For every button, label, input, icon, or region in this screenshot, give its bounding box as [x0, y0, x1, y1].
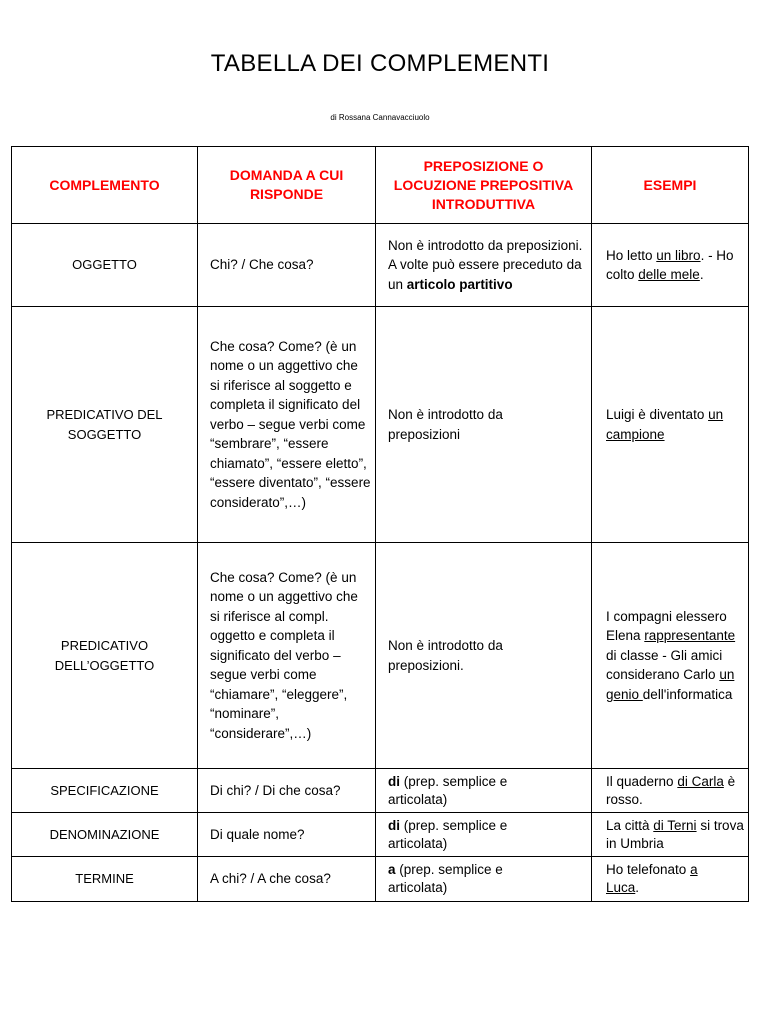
example-cell	[592, 224, 749, 307]
preposition-cell: Non è introdotto da preposizioni	[376, 307, 592, 543]
question-cell: Che cosa? Come? (è un nome o un aggettivo che si riferisce al compl. oggetto e completa il significato del verbo – segue verbi come “chiamare”, “eleggere”, “nominare”, “considerare”,…)	[198, 543, 376, 769]
question-cell: A chi? / A che cosa?	[198, 857, 376, 902]
example-cell	[592, 307, 749, 543]
table-row	[12, 769, 749, 813]
page-title: TABELLA DEI COMPLEMENTI	[210, 50, 550, 77]
example-text: La città	[606, 817, 654, 833]
example-cell	[592, 769, 749, 813]
table-row	[12, 857, 749, 902]
complement-name: TERMINE	[12, 857, 198, 902]
example-underlined: a Luca	[606, 862, 698, 895]
preposition-cell	[376, 224, 592, 307]
question-cell: Di chi? / Di che cosa?	[198, 769, 376, 813]
example-underlined: un campione	[606, 407, 724, 442]
author-line: di Rossana Cannavacciuolo	[330, 113, 430, 122]
example-underlined: di Terni	[653, 817, 697, 833]
table-row	[12, 813, 749, 857]
example-cell	[592, 543, 749, 769]
header-esempi: ESEMPI	[592, 147, 749, 224]
complement-name: PREDICATIVO DELL’OGGETTO	[12, 543, 198, 769]
example-text: .	[635, 880, 640, 895]
question-cell: Chi? / Che cosa?	[198, 224, 376, 307]
example-text: Ho telefonato	[606, 862, 691, 877]
example-text: di classe - Gli amici considerano Carlo	[606, 647, 723, 683]
header-domanda: DOMANDA A CUI RISPONDE	[198, 147, 376, 224]
complement-name: DENOMINAZIONE	[12, 813, 198, 857]
header-preposizione: PREPOSIZIONE O LOCUZIONE PREPOSITIVA INTRODUTTIVA	[376, 147, 592, 224]
preposition-text: (prep. semplice e articolata)	[388, 817, 508, 851]
complement-name: OGGETTO	[12, 224, 198, 307]
example-text: . - Ho colto	[606, 247, 734, 282]
preposition-cell	[376, 813, 592, 857]
preposition-bold: a	[388, 862, 396, 877]
example-text: Il quaderno	[606, 773, 678, 789]
table-row	[12, 543, 749, 769]
table-row	[12, 224, 749, 307]
complement-name: PREDICATIVO DEL SOGGETTO	[12, 307, 198, 543]
example-underlined: un libro	[656, 247, 701, 263]
example-text: .	[699, 267, 704, 282]
table-header-row	[12, 147, 749, 224]
question-cell: Che cosa? Come? (è un nome o un aggettivo che si riferisce al soggetto e completa il significato del verbo – segue verbi come “sembrare”, “essere chiamato”, “essere eletto”, “essere diventato”, “essere considerato”,…)	[198, 307, 376, 543]
preposition-bold: di	[388, 817, 400, 833]
example-underlined: di Carla	[677, 773, 724, 789]
preposition-text: (prep. semplice e articolata)	[388, 773, 508, 807]
preposition-text: (prep. semplice e articolata)	[388, 862, 503, 895]
example-underlined: rappresentante	[644, 628, 736, 644]
complement-name: SPECIFICAZIONE	[12, 769, 198, 813]
example-underlined: un genio	[606, 667, 735, 702]
preposition-cell	[376, 769, 592, 813]
preposition-cell: Non è introdotto da preposizioni.	[376, 543, 592, 769]
header-complemento: COMPLEMENTO	[12, 147, 198, 224]
example-cell	[592, 813, 749, 857]
example-cell	[592, 857, 749, 902]
example-text: I compagni elessero Elena	[606, 608, 727, 644]
preposition-bold: di	[388, 773, 400, 789]
example-text: Luigi è diventato	[606, 407, 709, 422]
complements-table	[11, 146, 749, 902]
example-text: è rosso.	[606, 773, 736, 807]
question-cell: Di quale nome?	[198, 813, 376, 857]
table-row	[12, 307, 749, 543]
example-text: si trova in Umbria	[606, 817, 744, 851]
preposition-text: Non è introdotto da preposizioni. A volte può essere preceduto da un	[388, 237, 583, 292]
preposition-cell	[376, 857, 592, 902]
preposition-bold: articolo partitivo	[406, 276, 513, 292]
example-text: dell'informatica	[642, 686, 733, 702]
example-underlined: delle mele	[638, 267, 700, 282]
example-text: Ho letto	[606, 247, 657, 263]
